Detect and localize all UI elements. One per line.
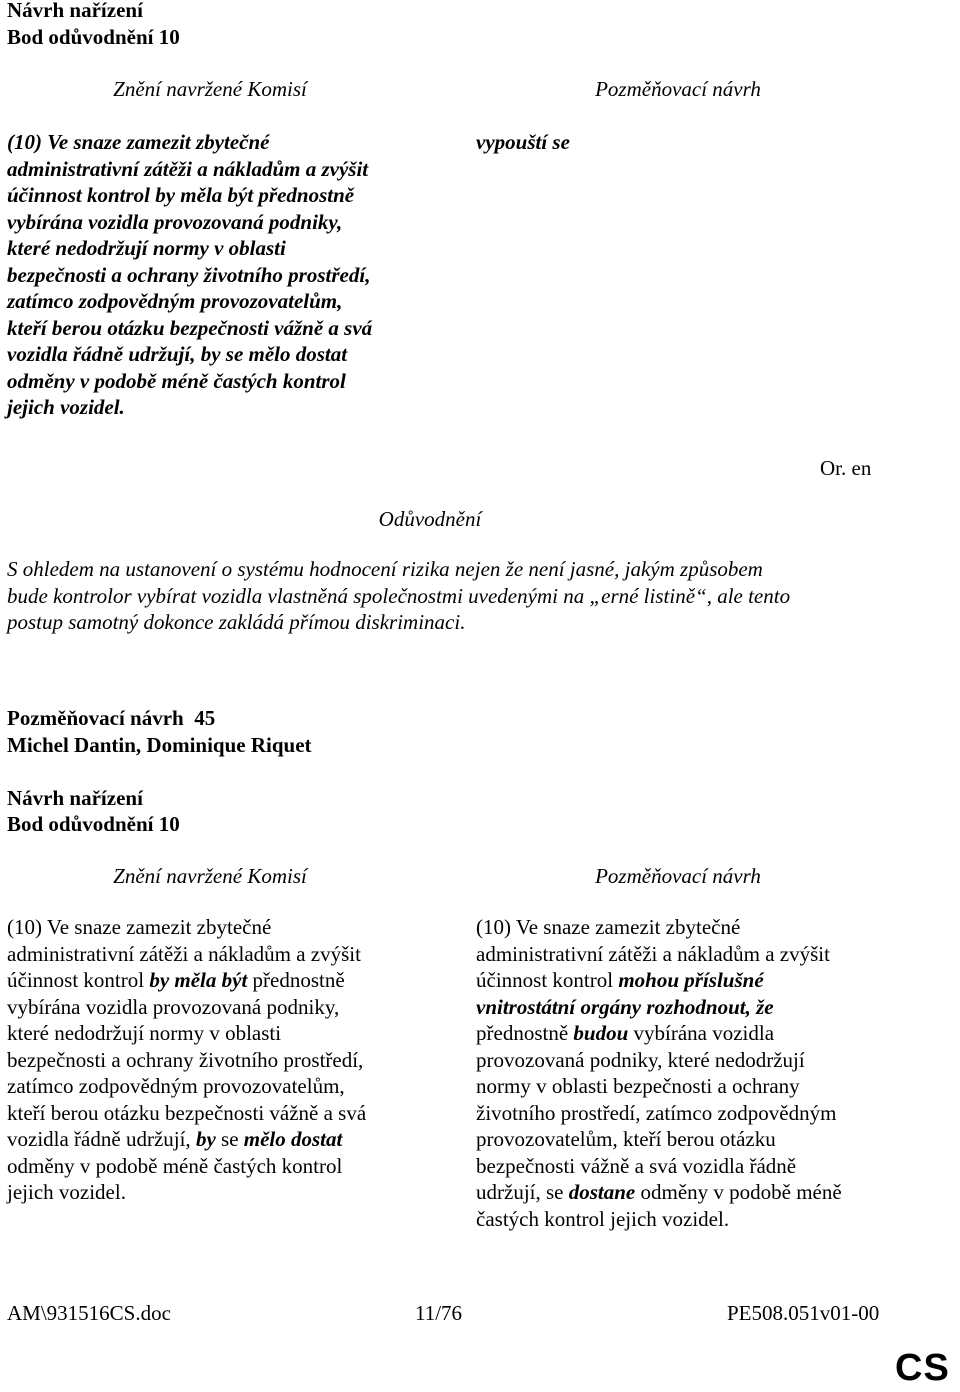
commission-text [7,914,417,1206]
text-line: odměny v podobě méně častých kontrol [7,368,346,393]
text-line: životního prostředí, zatímco zodpovědným [476,1100,837,1125]
footer-filename: AM\931516CS.doc [7,1301,171,1325]
changed-text: dostane [568,1180,636,1204]
changed-text: budou [573,1021,629,1045]
text-line: udržují, se dostane odměny v podobě méně [476,1180,842,1204]
text-line: vozidla řádně udržují, by se mělo dostat [7,1127,343,1151]
text-line: účinnost kontrol by měla být přednostně [7,968,345,992]
text-line: bezpečnosti a ochrany životního prostředí, [7,1047,364,1072]
text-line: provozovaná podniky, které nedodržují [476,1047,805,1072]
text-line: provozovatelům, kteří berou otázku [476,1127,776,1151]
text-line: administrativní zátěži a nákladům a zvýšit [476,941,830,966]
text-line: S ohledem na ustanovení o systému hodnocení rizika nejen že není jasné, jakým způsobem [7,557,763,581]
text-line: odměny v podobě méně častých kontrol [7,1153,343,1178]
text-line: kteří berou otázku bezpečnosti vážně a svá [7,1100,367,1125]
footer-page-number: 11/76 [415,1301,463,1325]
original-language: Or. en [820,456,872,480]
justification-heading: Odůvodnění [378,507,482,531]
column-heading-commission: Znění navržené Komisí [113,864,307,888]
text-line: (10) Ve snaze zamezit zbytečné [7,915,272,939]
text-line: bezpečnosti vážně a svá vozidla řádně [476,1153,797,1178]
text-line: vybírána vozidla provozovaná podniky, [7,994,340,1019]
text-line: zatímco zodpovědným provozovatelům, [7,1074,345,1098]
column-heading-amendment: Pozměňovací návrh [595,864,761,888]
amendment-title: Pozměňovací návrh 45 [7,706,216,730]
text-line: vnitrostátní orgány rozhodnout, že [476,994,774,1019]
changed-text: mělo dostat [243,1127,343,1151]
text-line: bude kontrolor vybírat vozidla vlastněná společnostmi uvedenými na „erné listině“, ale tento [7,583,791,608]
doc-reference: Návrh nařízení [7,0,143,22]
text-line: účinnost kontrol mohou příslušné [476,968,764,992]
text-line: vozidla řádně udržují, by se mělo dostat [7,342,348,366]
changed-text: mohou příslušné [618,968,764,992]
column-heading-commission: Znění navržené Komisí [113,77,307,101]
commission-text-deleted [7,129,417,421]
justification-text [7,556,790,636]
text-line: účinnost kontrol by měla být přednostně [7,183,355,207]
text-line: normy v oblasti bezpečnosti a ochrany [476,1074,800,1098]
recital-reference: Bod odůvodnění 10 [7,812,180,836]
text-line: které nedodržují normy v oblasti [7,236,286,260]
text-line: jejich vozidel. [7,395,125,419]
text-line: (10) Ve snaze zamezit zbytečné [7,130,270,154]
text-line: (10) Ve snaze zamezit zbytečné [476,915,741,939]
text-line: administrativní zátěži a nákladům a zvýšit [7,941,361,966]
text-line: kteří berou otázku bezpečnosti vážně a svá [7,315,373,340]
amendment-text [476,914,886,1232]
text-line: které nedodržují normy v oblasti [7,1021,282,1045]
footer-document-ref: PE508.051v01-00 [727,1301,880,1325]
text-line: zatímco zodpovědným provozovatelům, [7,289,343,313]
text-line: častých kontrol jejich vozidel. [476,1206,730,1231]
column-heading-amendment: Pozměňovací návrh [595,77,761,101]
changed-text: by [195,1127,216,1151]
doc-reference: Návrh nařízení [7,786,143,810]
changed-text: by měla být [149,968,248,992]
amendment-authors: Michel Dantin, Dominique Riquet [7,733,312,757]
text-line: přednostně budou vybírána vozidla [476,1021,775,1045]
text-line: vybírána vozidla provozovaná podniky, [7,209,343,234]
text-line: administrativní zátěži a nákladům a zvýšit [7,156,369,181]
amendment-text-deleted: vypouští se [476,130,570,154]
text-line: jejich vozidel. [7,1180,126,1204]
language-code: CS [895,1347,950,1389]
text-line: bezpečnosti a ochrany životního prostředí, [7,262,371,287]
text-line: postup samotný dokonce zakládá přímou diskriminaci. [7,610,466,634]
recital-reference: Bod odůvodnění 10 [7,25,180,49]
